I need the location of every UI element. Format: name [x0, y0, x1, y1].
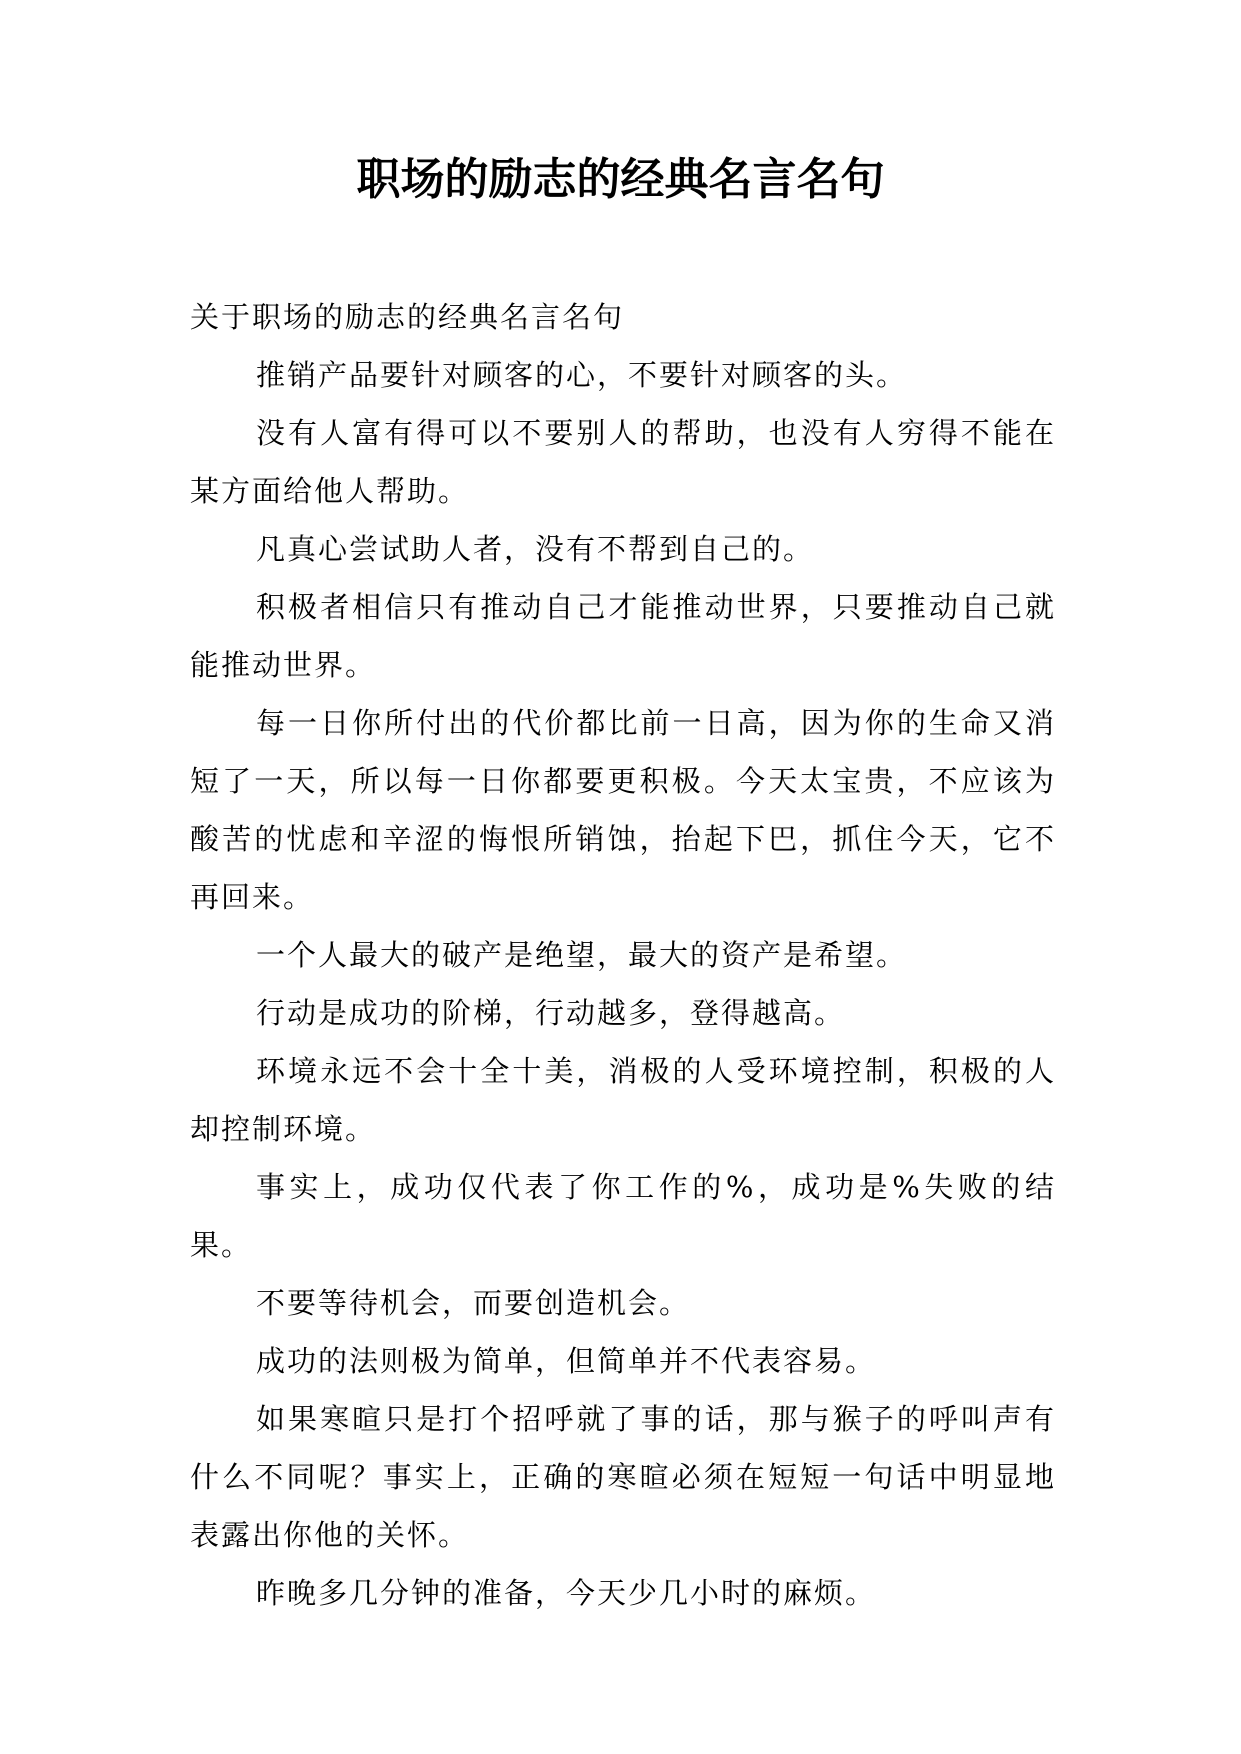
quote-paragraph: 推销产品要针对顾客的心，不要针对顾客的头。 [256, 358, 908, 392]
quote-paragraph: 环境永远不会十全十美，消极的人受环境控制，积极的人却控制环境。 [190, 1054, 1056, 1146]
quote-paragraph: 积极者相信只有推动自己才能推动世界，只要推动自己就能推动世界。 [190, 590, 1056, 682]
quote-paragraph: 如果寒暄只是打个招呼就了事的话，那与猴子的呼叫声有什么不同呢？事实上，正确的寒暄必须在短短一句话中明显地表露出你他的关怀。 [190, 1402, 1056, 1552]
quote-paragraph: 行动是成功的阶梯，行动越多，登得越高。 [256, 996, 846, 1030]
document-subtitle: 关于职场的励志的经典名言名句 [190, 300, 625, 334]
quote-paragraph: 昨晚多几分钟的准备，今天少几小时的麻烦。 [256, 1576, 877, 1610]
quote-paragraph: 事实上，成功仅代表了你工作的%，成功是%失败的结果。 [190, 1170, 1056, 1262]
document-body [190, 288, 1056, 1622]
quote-paragraph: 没有人富有得可以不要别人的帮助，也没有人穷得不能在某方面给他人帮助。 [190, 416, 1056, 508]
quote-paragraph: 一个人最大的破产是绝望，最大的资产是希望。 [256, 938, 908, 972]
document-title: 职场的励志的经典名言名句 [356, 154, 885, 205]
quote-paragraph: 不要等待机会，而要创造机会。 [256, 1286, 691, 1320]
quote-paragraph: 成功的法则极为简单，但简单并不代表容易。 [256, 1344, 877, 1378]
quote-paragraph: 每一日你所付出的代价都比前一日高，因为你的生命又消短了一天，所以每一日你都要更积极。今天太宝贵，不应该为酸苦的忧虑和辛涩的悔恨所销蚀，抬起下巴，抓住今天，它不再回来。 [190, 706, 1056, 914]
quote-paragraph: 凡真心尝试助人者，没有不帮到自己的。 [256, 532, 815, 566]
